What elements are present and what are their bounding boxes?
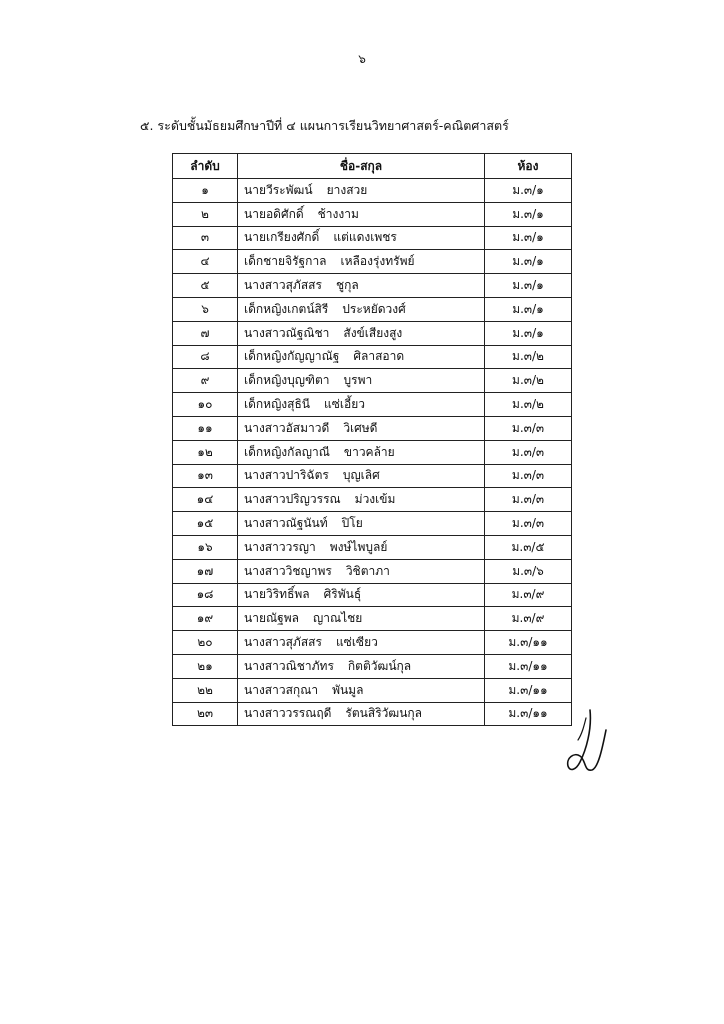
row-room: ม.๓/๙ <box>485 607 572 631</box>
row-order-number: ๑๖ <box>173 535 238 559</box>
row-room: ม.๓/๓ <box>485 512 572 536</box>
last-name: ขาวคล้าย <box>343 444 395 459</box>
table-row <box>173 393 572 417</box>
row-room: ม.๓/๒ <box>485 345 572 369</box>
row-order-number: ๒๒ <box>173 678 238 702</box>
table-row <box>173 416 572 440</box>
row-full-name <box>238 607 485 631</box>
row-room: ม.๓/๑ <box>485 321 572 345</box>
first-name: นางสาวณัฐนันท์ <box>244 516 328 531</box>
first-name: นางสาวปริญวรรณ <box>244 492 341 507</box>
row-order-number: ๑๑ <box>173 416 238 440</box>
last-name: แต่แดงเพชร <box>333 230 397 245</box>
row-room: ม.๓/๑ <box>485 179 572 203</box>
table-row <box>173 250 572 274</box>
page-number: ๖ <box>358 52 366 66</box>
row-room: ม.๓/๑ <box>485 274 572 298</box>
row-full-name <box>238 535 485 559</box>
row-order-number: ๒๐ <box>173 631 238 655</box>
first-name: นายเกรียงศักดิ์ <box>244 230 320 245</box>
section-heading: ๕. ระดับชั้นมัธยมศึกษาปีที่ ๔ แผนการเรียนวิทยาศาสตร์-คณิตศาสตร์ <box>140 118 509 133</box>
row-room: ม.๓/๓ <box>485 464 572 488</box>
last-name: แซ่เซียว <box>335 635 378 650</box>
table-row <box>173 488 572 512</box>
row-order-number: ๕ <box>173 274 238 298</box>
last-name: วิชิตาภา <box>345 563 390 578</box>
table-row <box>173 369 572 393</box>
last-name: เหลืองรุ่งทรัพย์ <box>340 254 415 269</box>
row-order-number: ๑๐ <box>173 393 238 417</box>
first-name: นางสาววิชญาพร <box>244 563 332 578</box>
last-name: ศิริพันธุ์ <box>323 587 362 602</box>
last-name: บุญเลิศ <box>342 468 380 483</box>
row-room: ม.๓/๓ <box>485 488 572 512</box>
table-row <box>173 583 572 607</box>
table-row <box>173 297 572 321</box>
first-name: นางสาววรรณฤดี <box>244 706 332 721</box>
row-full-name <box>238 226 485 250</box>
first-name: เด็กหญิงสุธินี <box>244 397 311 412</box>
first-name: นางสาววรญา <box>244 539 316 554</box>
row-full-name <box>238 488 485 512</box>
row-room: ม.๓/๙ <box>485 583 572 607</box>
row-full-name <box>238 631 485 655</box>
row-full-name <box>238 702 485 726</box>
last-name: รัตนสิริวัฒนกุล <box>345 706 423 721</box>
row-full-name <box>238 416 485 440</box>
row-full-name <box>238 440 485 464</box>
table-row <box>173 535 572 559</box>
row-order-number: ๑ <box>173 179 238 203</box>
table-row <box>173 702 572 726</box>
row-order-number: ๖ <box>173 297 238 321</box>
last-name: แซ่เอี้ยว <box>324 397 365 412</box>
header-room: ห้อง <box>485 154 572 179</box>
first-name: เด็กหญิงบุญฑิตา <box>244 373 330 388</box>
row-room: ม.๓/๑๑ <box>485 678 572 702</box>
first-name: นางสาวณัฐณิชา <box>244 325 330 340</box>
student-list-table <box>172 153 572 726</box>
header-order: ลำดับ <box>173 154 238 179</box>
table-row <box>173 512 572 536</box>
last-name: สังข์เสียงสูง <box>343 325 403 340</box>
table-row <box>173 345 572 369</box>
last-name: ม่วงเข้ม <box>354 492 396 507</box>
last-name: ประหยัดวงศ์ <box>342 301 406 316</box>
row-full-name <box>238 297 485 321</box>
first-name: นายอดิศักดิ์ <box>244 206 304 221</box>
last-name: พงษ์ไพบูลย์ <box>329 539 388 554</box>
table-row <box>173 179 572 203</box>
row-order-number: ๑๔ <box>173 488 238 512</box>
table-row <box>173 678 572 702</box>
first-name: เด็กหญิงกัญญาณัฐ <box>244 349 340 364</box>
row-room: ม.๓/๒ <box>485 369 572 393</box>
table-row <box>173 607 572 631</box>
row-order-number: ๘ <box>173 345 238 369</box>
table-body <box>173 179 572 726</box>
row-room: ม.๓/๑ <box>485 250 572 274</box>
row-full-name <box>238 678 485 702</box>
row-full-name <box>238 369 485 393</box>
row-room: ม.๓/๑ <box>485 297 572 321</box>
row-room: ม.๓/๑ <box>485 226 572 250</box>
last-name: พันมูล <box>332 682 364 697</box>
table-header-row <box>173 154 572 179</box>
signature-mark <box>562 700 612 780</box>
last-name: ปิโย <box>341 516 363 531</box>
first-name: เด็กหญิงกัลญาณี <box>244 444 330 459</box>
first-name: นางสาวอัสมาวดี <box>244 420 330 435</box>
row-room: ม.๓/๖ <box>485 559 572 583</box>
table-row <box>173 464 572 488</box>
last-name: กิตติวัฒน์กุล <box>347 658 412 673</box>
last-name: ชูกุล <box>335 278 359 293</box>
row-room: ม.๓/๓ <box>485 416 572 440</box>
row-full-name <box>238 464 485 488</box>
row-order-number: ๑๕ <box>173 512 238 536</box>
row-room: ม.๓/๑๑ <box>485 654 572 678</box>
first-name: นายวีระพัฒน์ <box>244 182 313 197</box>
header-name: ชื่อ-สกุล <box>238 154 485 179</box>
row-full-name <box>238 393 485 417</box>
row-order-number: ๑๓ <box>173 464 238 488</box>
row-room: ม.๓/๑๑ <box>485 702 572 726</box>
table-row <box>173 440 572 464</box>
row-room: ม.๓/๕ <box>485 535 572 559</box>
table-row <box>173 226 572 250</box>
row-full-name <box>238 512 485 536</box>
row-full-name <box>238 321 485 345</box>
first-name: นางสาวสุภัสสร <box>244 635 322 650</box>
table-row <box>173 274 572 298</box>
row-order-number: ๑๘ <box>173 583 238 607</box>
row-room: ม.๓/๓ <box>485 440 572 464</box>
last-name: ยางสวย <box>326 182 368 197</box>
row-full-name <box>238 559 485 583</box>
row-room: ม.๓/๑๑ <box>485 631 572 655</box>
first-name: นางสาวสุภัสสร <box>244 278 322 293</box>
first-name: นางสาวสกุณา <box>244 682 319 697</box>
row-full-name <box>238 274 485 298</box>
row-full-name <box>238 583 485 607</box>
last-name: ศิลาสอาด <box>353 349 405 364</box>
row-order-number: ๙ <box>173 369 238 393</box>
first-name: นางสาวณิชาภัทร <box>244 658 334 673</box>
row-full-name <box>238 654 485 678</box>
first-name: เด็กชายจิรัฐกาล <box>244 254 327 269</box>
first-name: เด็กหญิงเกตน์สิรี <box>244 301 329 316</box>
last-name: ช้างงาม <box>317 206 359 221</box>
row-room: ม.๓/๒ <box>485 393 572 417</box>
table-row <box>173 631 572 655</box>
last-name: ญาณไชย <box>313 611 363 626</box>
row-order-number: ๒ <box>173 202 238 226</box>
first-name: นายวิริทธิ์พล <box>244 587 310 602</box>
table-row <box>173 654 572 678</box>
row-full-name <box>238 179 485 203</box>
table-row <box>173 202 572 226</box>
row-order-number: ๑๒ <box>173 440 238 464</box>
table-row <box>173 559 572 583</box>
first-name: นายณัฐพล <box>244 611 299 626</box>
table-row <box>173 321 572 345</box>
row-order-number: ๒๓ <box>173 702 238 726</box>
row-order-number: ๒๑ <box>173 654 238 678</box>
row-room: ม.๓/๑ <box>485 202 572 226</box>
row-order-number: ๓ <box>173 226 238 250</box>
row-full-name <box>238 345 485 369</box>
first-name: นางสาวปาริฉัตร <box>244 468 329 483</box>
last-name: บูรพา <box>343 373 373 388</box>
last-name: วิเศษดี <box>343 420 378 435</box>
row-order-number: ๑๗ <box>173 559 238 583</box>
row-order-number: ๗ <box>173 321 238 345</box>
row-full-name <box>238 202 485 226</box>
row-order-number: ๔ <box>173 250 238 274</box>
row-full-name <box>238 250 485 274</box>
row-order-number: ๑๙ <box>173 607 238 631</box>
